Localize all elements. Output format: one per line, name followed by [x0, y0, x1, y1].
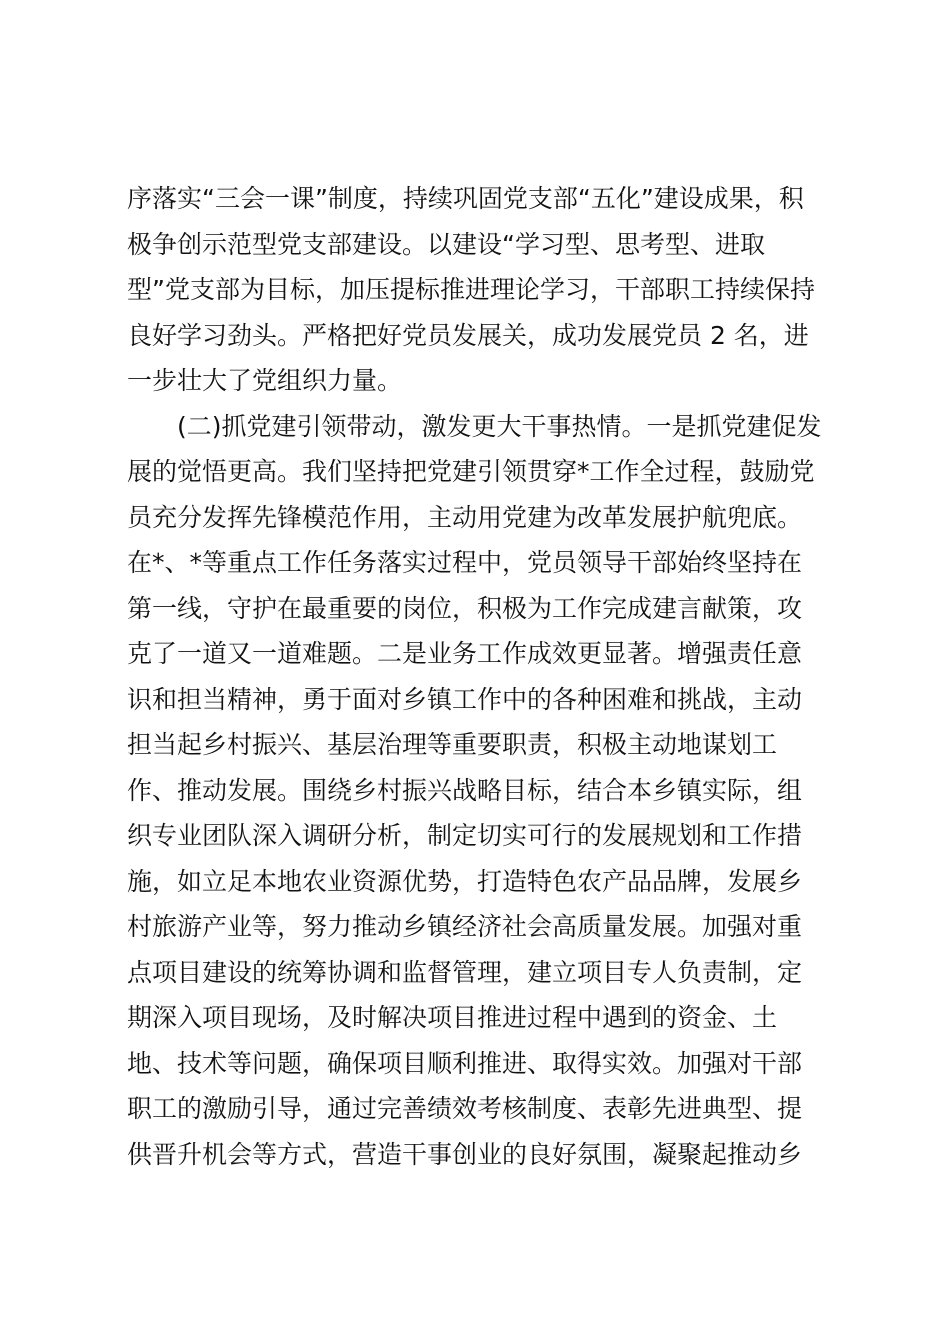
text-line: 一步壮大了党组织力量。 — [127, 366, 403, 395]
body-text — [127, 176, 827, 1177]
text-line: 型”党支部为目标，加压提标推进理论学习，干部职工持续保持 — [127, 275, 815, 304]
text-line: 地、技术等问题，确保项目顺利推进、取得实效。加强对干部 — [127, 1048, 803, 1078]
text-line: 村旅游产业等，努力推动乡镇经济社会高质量发展。加强对重 — [127, 912, 803, 941]
text-line: 担当起乡村振兴、基层治理等重要职责，积极主动地谋划工 — [127, 730, 778, 759]
text-line: 织专业团队深入调研分析，制定切实可行的发展规划和工作措 — [127, 821, 803, 850]
text-line: 员充分发挥先锋模范作用，主动用党建为改革发展护航兜底。 — [127, 502, 803, 532]
text-line: 极争创示范型党支部建设。以建设“学习型、思考型、进取 — [127, 229, 765, 259]
text-line: 供晋升机会等方式，营造干事创业的良好氛围，凝聚起推动乡 — [127, 1139, 803, 1169]
text-line: 施，如立足本地农业资源优势，打造特色农产品品牌，发展乡 — [127, 866, 803, 896]
text-line: 点项目建设的统筹协调和监督管理，建立项目专人负责制，定 — [127, 957, 803, 987]
text-line: 克了一道又一道难题。二是业务工作成效更显著。增强责任意 — [127, 639, 803, 668]
text-line: 在*、*等重点工作任务落实过程中，党员领导干部始终坚持在 — [127, 548, 803, 577]
text-line: 序落实“三会一课”制度，持续巩固党支部“五化”建设成果，积 — [127, 184, 804, 213]
text-line: 职工的激励引导，通过完善绩效考核制度、表彰先进典型、提 — [127, 1094, 803, 1123]
section-heading-line: (二)抓党建引领带动，激发更大干事热情。一是抓党建促发 — [177, 411, 822, 441]
text-line: 期深入项目现场，及时解决项目推进过程中遇到的资金、土 — [127, 1003, 778, 1032]
text-line: 良好学习劲头。严格把好党员发展关，成功发展党员 2 名，进 — [127, 320, 809, 350]
text-line: 作、推动发展。围绕乡村振兴战略目标，结合本乡镇实际，组 — [127, 775, 803, 805]
text-line: 第一线，守护在最重要的岗位，积极为工作完成建言献策，攻 — [127, 593, 803, 623]
text-line: 展的觉悟更高。我们坚持把党建引领贯穿*工作全过程，鼓励党 — [127, 457, 815, 486]
text-line: 识和担当精神，勇于面对乡镇工作中的各种困难和挑战，主动 — [127, 684, 803, 714]
